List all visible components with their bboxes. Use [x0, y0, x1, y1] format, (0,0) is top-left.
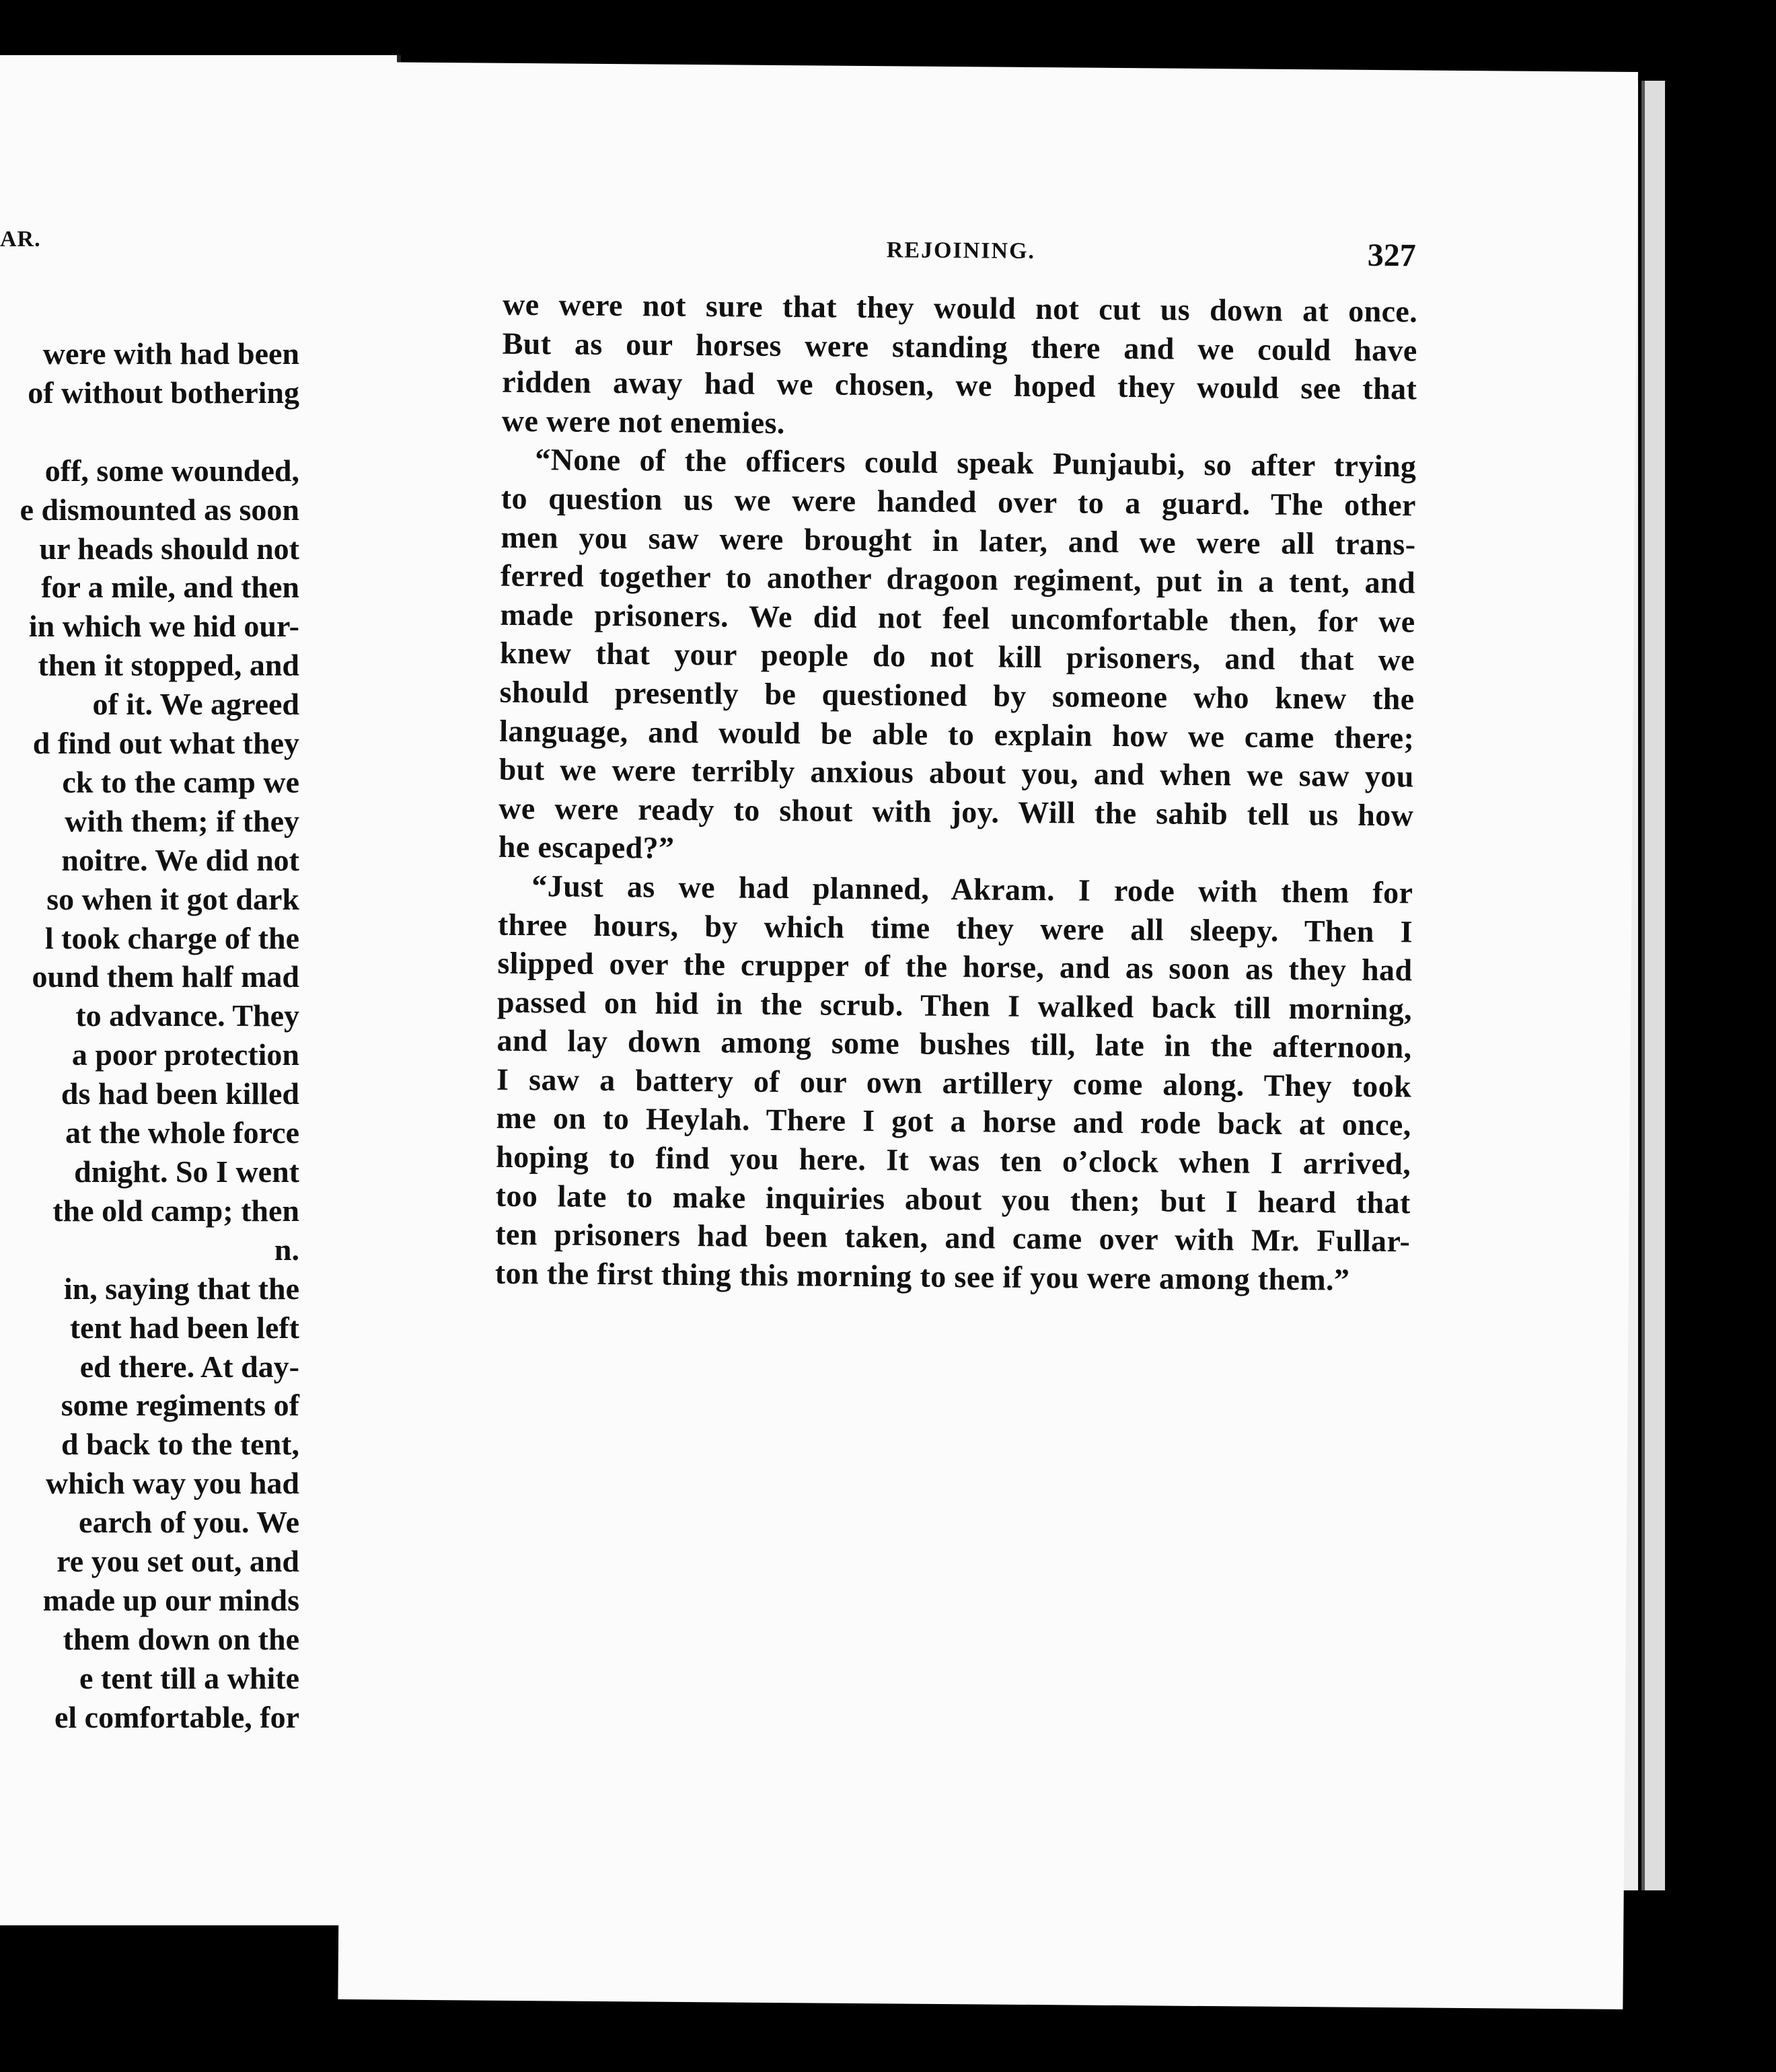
text-line: ridden away had we chosen, we hoped they would see that	[502, 364, 1417, 406]
left-line: re you set out, and	[57, 1544, 299, 1579]
left-line: off, some wounded,	[44, 453, 299, 488]
running-head: REJOINING.	[886, 237, 1036, 264]
left-line: a poor protection	[71, 1037, 299, 1072]
text-line: he escaped?”	[498, 829, 675, 866]
left-line: at the whole force	[65, 1115, 299, 1150]
left-line: some regiments of	[61, 1388, 299, 1423]
left-line: in, saying that the	[63, 1271, 299, 1306]
left-line: d find out what they	[32, 726, 299, 761]
left-line: el comfortable, for	[54, 1699, 299, 1734]
page-body-text	[495, 285, 1418, 1300]
text-line: men you saw were brought in later, and we were all trans-	[501, 519, 1416, 561]
left-line: ound them half mad	[32, 959, 299, 994]
text-line: ten prisoners had been taken, and came over with Mr. Fullar-	[495, 1216, 1411, 1259]
left-line: made up our minds	[42, 1582, 299, 1617]
left-line: which way you had	[45, 1466, 299, 1501]
text-line: to question us we were handed over to a guard. The other	[501, 480, 1417, 523]
text-line: ferred together to another dragoon regiment, put in a tent, and	[500, 558, 1416, 600]
left-line: noitre. We did not	[61, 842, 299, 877]
left-line: so when it got dark	[46, 881, 299, 916]
page-stack-edge	[1641, 81, 1665, 1890]
text-line: “None of the officers could speak Punjaubi, so after trying	[535, 442, 1417, 484]
right-page	[338, 62, 1638, 2009]
text-line: and lay down among some bushes till, late in the afternoon,	[496, 1023, 1412, 1065]
left-page-text	[0, 334, 299, 1737]
left-line: were with had been	[42, 336, 299, 371]
left-line: earch of you. We	[79, 1505, 299, 1540]
left-line: of without bothering	[28, 375, 299, 410]
left-line: them down on the	[63, 1621, 299, 1656]
left-line: with them; if they	[65, 803, 299, 838]
left-running-head: AR.	[0, 227, 41, 252]
left-line: l took charge of the	[44, 920, 299, 955]
text-line: slipped over the crupper of the horse, and as soon as they had	[497, 945, 1413, 988]
page-number: 327	[1367, 237, 1416, 274]
left-line: tent had been left	[69, 1310, 299, 1345]
left-line: to advance. They	[75, 998, 299, 1033]
text-line: me on to Heylah. There I got a horse and rode back at once,	[496, 1101, 1411, 1142]
text-line: passed on hid in the scrub. Then I walked back till morning,	[496, 984, 1413, 1027]
left-line: n.	[274, 1232, 299, 1267]
text-line: language, and would be able to explain how we came there;	[499, 713, 1415, 755]
text-line: should presently be questioned by someone who knew the	[499, 674, 1415, 716]
left-line: e tent till a white	[79, 1660, 299, 1695]
text-line: But as our horses were standing there and we could have	[502, 326, 1417, 368]
text-line: we were ready to shout with joy. Will the sahib tell us how	[498, 790, 1414, 833]
text-line: but we were terribly anxious about you, and when we saw you	[498, 751, 1414, 794]
left-line: then it stopped, and	[38, 648, 299, 683]
text-line: three hours, by which time they were all sleepy. Then I	[497, 907, 1413, 949]
left-line: e dismounted as soon	[20, 492, 299, 527]
text-line: knew that your people do not kill prisoners, and that we	[499, 636, 1415, 677]
left-line: ur heads should not	[39, 531, 299, 566]
left-line: in which we hid our-	[28, 609, 299, 644]
left-line: for a mile, and then	[41, 570, 299, 605]
text-line: too late to make inquiries about you then; but I heard that	[495, 1178, 1411, 1220]
text-line: “Just as we had planned, Akram. I rode with them for	[531, 868, 1413, 910]
left-line: ck to the camp we	[62, 764, 299, 799]
text-line: I saw a battery of our own artillery come along. They took	[496, 1062, 1412, 1104]
left-line: of it. We agreed	[92, 687, 299, 722]
text-line: we were not sure that they would not cut us down at once.	[502, 287, 1418, 329]
left-line: the old camp; then	[52, 1193, 299, 1228]
text-line: hoping to find you here. It was ten o’clock when I arrived,	[496, 1139, 1411, 1181]
left-line: dnight. So I went	[74, 1154, 299, 1189]
left-line: ed there. At day-	[79, 1349, 299, 1384]
text-line: we were not enemies.	[501, 403, 786, 440]
left-line: d back to the tent,	[61, 1427, 299, 1462]
text-line: made prisoners. We did not feel uncomfortable then, for we	[500, 597, 1415, 639]
left-line: ds had been killed	[61, 1076, 299, 1111]
left-line-blank	[0, 412, 299, 451]
text-line: ton the first thing this morning to see if you were among them.”	[494, 1255, 1350, 1297]
